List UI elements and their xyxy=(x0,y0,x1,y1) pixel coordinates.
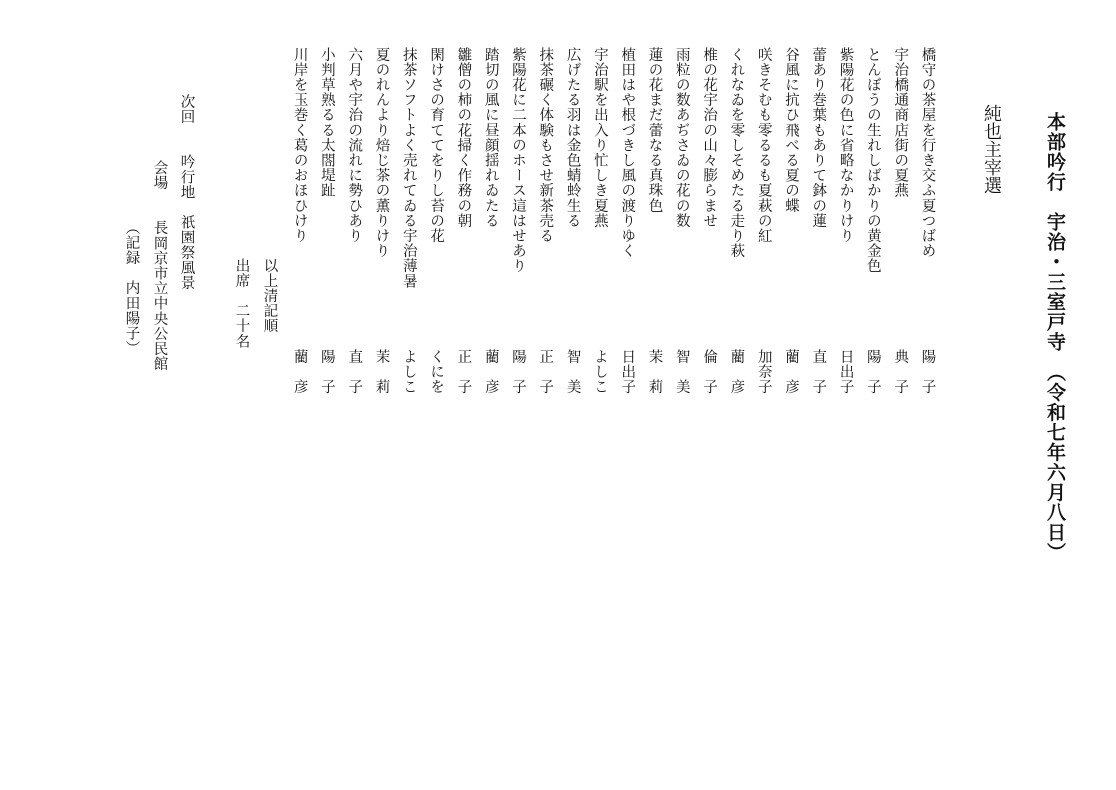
haiku-author: よしこ xyxy=(400,349,417,395)
haiku-line: 谷風に抗ひ飛べる夏の蝶 xyxy=(783,47,799,214)
haiku-author: 智 美 xyxy=(673,349,690,395)
haiku-author: 倫 子 xyxy=(701,349,718,395)
haiku-author: 陽 子 xyxy=(510,349,526,395)
venue: 会場 長岡京市立中央公民館 xyxy=(151,160,168,372)
haiku-author: 加奈子 xyxy=(755,349,772,395)
haiku-author: 茉 莉 xyxy=(373,349,390,395)
haiku-line: 抹茶碾く体験もさせ新茶売る xyxy=(537,47,554,244)
haiku-line: 閑けさの育ててをりし苔の花 xyxy=(428,47,445,244)
haiku-line: 宇治駅を出入り忙しき夏燕 xyxy=(591,47,608,229)
haiku-line: 宇治橋通商店街の夏燕 xyxy=(892,47,909,198)
haiku-line: 広げたる羽は金色蜻蛉生る xyxy=(564,47,581,229)
haiku-line: 夏のれんより焙じ茶の薫りけり xyxy=(373,47,390,259)
haiku-author: 正 子 xyxy=(537,349,554,395)
haiku-line: 抹茶ソフトよく売れてゐる宇治薄暑 xyxy=(400,47,417,289)
haiku-author: 陽 子 xyxy=(864,349,881,395)
haiku-author: 茉 莉 xyxy=(646,349,663,395)
haiku-author: 陽 子 xyxy=(919,349,936,395)
haiku-line: 橋守の茶屋を行き交ふ夏つばめ xyxy=(919,47,936,259)
haiku-author: くにを xyxy=(428,349,445,395)
haiku-author: 智 美 xyxy=(564,349,581,395)
next-meeting: 次回 吟行地 祇園祭風景 xyxy=(178,94,195,291)
haiku-line: 雨粒の数あぢさゐの花の数 xyxy=(673,47,690,229)
attendance: 出席 二十名 xyxy=(233,258,250,349)
haiku-author: 日出子 xyxy=(837,349,854,395)
haiku-line: 六月や宇治の流れに勢ひあり xyxy=(346,47,363,244)
haiku-author: 典 子 xyxy=(892,349,909,395)
haiku-line: 紫陽花に二本のホース這はせあり xyxy=(510,47,526,274)
haiku-line: 川岸を玉巻く葛のおほひけり xyxy=(291,47,308,244)
haiku-author: 正 子 xyxy=(455,349,472,395)
haiku-line: 踏切の風に昼顔揺れゐたる xyxy=(482,47,499,229)
haiku-line: とんぼうの生れしばかりの黄金色 xyxy=(864,47,881,274)
haiku-author: 藺 彦 xyxy=(482,349,499,395)
selector-name: 純也主宰選 xyxy=(981,104,1002,194)
record-note: （記録 内田陽子） xyxy=(123,220,140,356)
haiku-line: 蕾あり巻葉もありて鉢の蓮 xyxy=(810,47,827,229)
haiku-line: 植田はや根づきし風の渡りゆく xyxy=(619,47,636,259)
haiku-author: 日出子 xyxy=(619,349,636,395)
haiku-author: 藺 彦 xyxy=(728,349,745,395)
page-title: 本部吟行 宇治・三室戸寺 （令和七年六月八日） xyxy=(1044,112,1066,563)
haiku-author: 藺 彦 xyxy=(291,349,308,395)
haiku-author: 陽 子 xyxy=(318,349,335,395)
haiku-line: 咲きそむも零るるも夏萩の紅 xyxy=(755,47,772,244)
haiku-line: くれなゐを零しそめたる走り萩 xyxy=(728,47,745,259)
order-note: 以上清記順 xyxy=(261,258,278,334)
haiku-author: 直 子 xyxy=(346,349,363,395)
haiku-line: 椎の花宇治の山々膨らませ xyxy=(701,47,718,229)
haiku-author: 藺 彦 xyxy=(783,349,799,395)
haiku-line: 小判草熟るる太閤堤趾 xyxy=(318,47,335,198)
haiku-line: 紫陽花の色に省略なかりけり xyxy=(837,47,854,244)
haiku-author: よしこ xyxy=(591,349,608,395)
haiku-line: 蓮の花まだ蕾なる真珠色 xyxy=(646,47,663,214)
haiku-line: 雛僧の柿の花掃く作務の朝 xyxy=(455,47,472,229)
haiku-author: 直 子 xyxy=(810,349,827,395)
